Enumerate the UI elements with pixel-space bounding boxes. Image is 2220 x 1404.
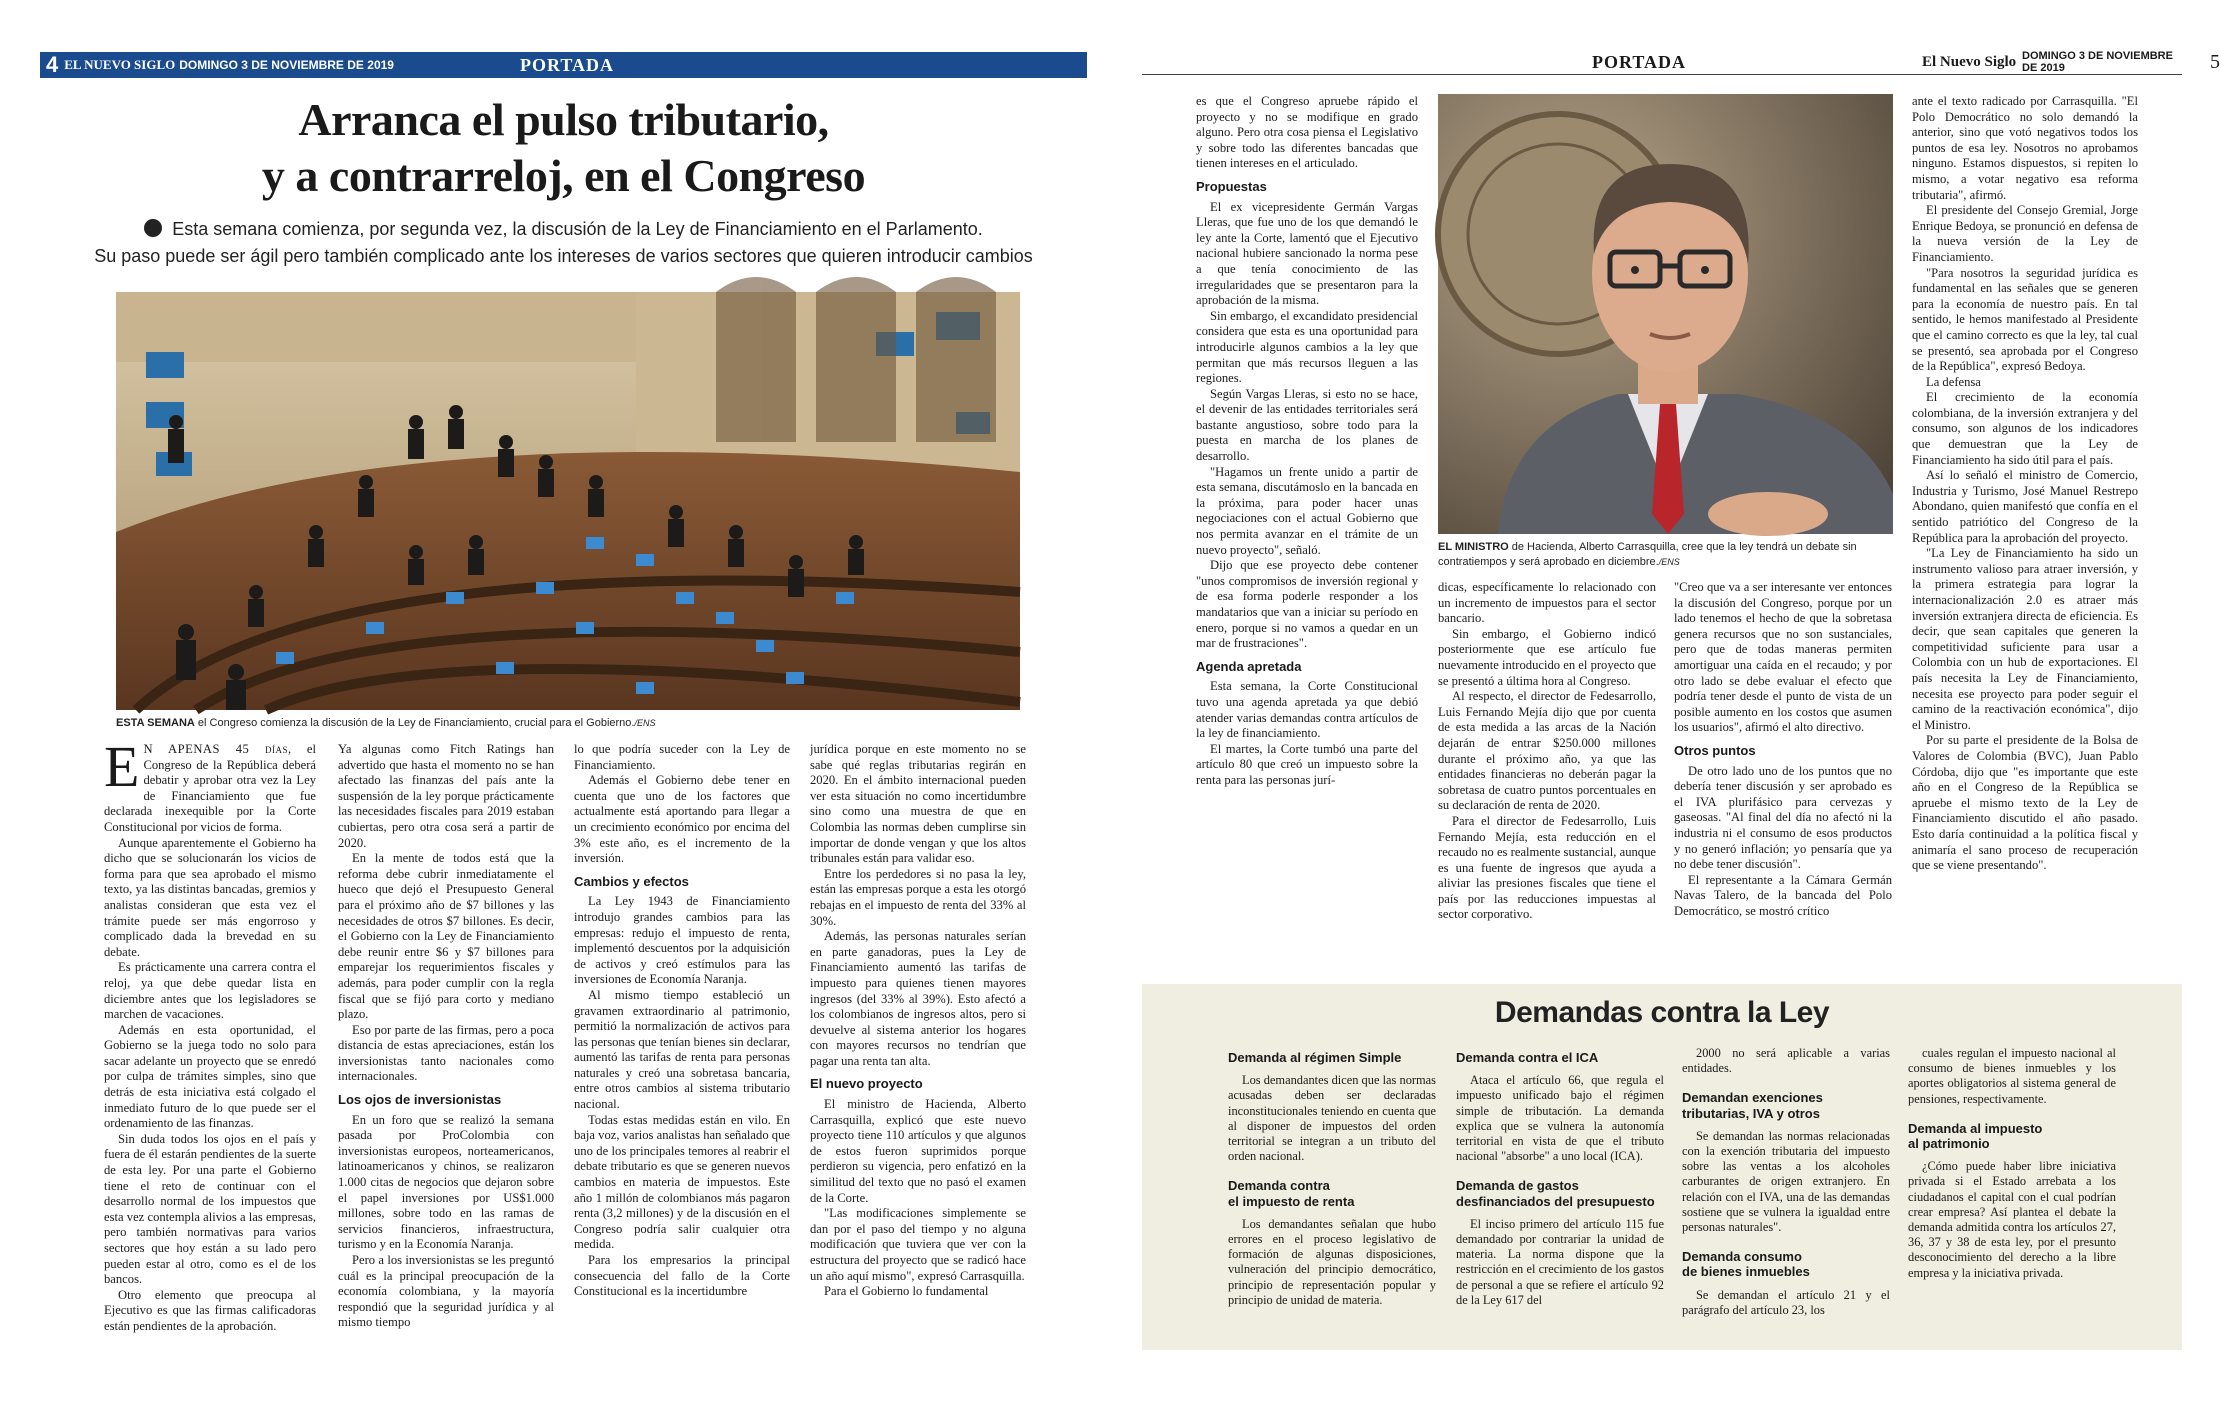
left-column-1 xyxy=(104,734,316,1372)
paragraph: De otro lado uno de los puntos que no debería tener discusión y ser aprobado es el IVA plurifásico para cervezas y gaseosas. "Al final del día no afectó ni la industria ni el consumo de esos productos y no generó inflación; yo pensaría que ya no debe tener discusión". xyxy=(1674,763,1892,872)
deck-line-1: Esta semana comienza, por segunda vez, la discusión de la Ley de Financiamiento en el Parlamento. xyxy=(172,219,983,239)
paragraph: El presidente del Consejo Gremial, Jorge Enrique Bedoya, se pronunció en defensa de la nueva versión de la Ley de Financiamiento. xyxy=(1912,203,2138,264)
paragraph: Al mismo tiempo estableció un gravamen extraordinario al patrimonio, permitió la normalización de activos para las personas que tenían bienes sin declarar, aumentó las tarifas de renta para personas naturales y creó una sobretasa bancaria, entre otros cambios al sistema tributario nacional. xyxy=(574,987,790,1112)
demands-sidebar-box xyxy=(1142,984,2182,1350)
paragraph: Ya algunas como Fitch Ratings han advertido que hasta el momento no se han afectado las finanzas del país ante la suspensión de la ley porque prácticamente las necesidades fiscales para 2019 estaban cubiertas, pero otra cosa será a partir de 2020. xyxy=(338,742,554,850)
minister-photo-credit: /ENS xyxy=(1658,557,1680,567)
paragraph: el Congreso de la República deberá debatir y aprobar otra vez la Ley de Financiamiento que fue declarada inexequible por la Corte Constitucional por vicios de forma. xyxy=(104,742,316,834)
subheading: Demanda contra el impuesto de renta xyxy=(1228,1178,1355,1209)
right-column-4 xyxy=(1912,94,2138,974)
congress-photo-caption xyxy=(116,716,1020,731)
left-section-name: PORTADA xyxy=(520,54,615,75)
paragraph: El ministro de Hacienda, Alberto Carrasquilla, explicó que este nuevo proyecto tiene 110 artículos y que algunos de estos fueron suprimidos porque perdieron su vigencia, pero enfatizó en la similitud del texto que no pasó el examen de la Corte. xyxy=(810,1097,1026,1205)
paragraph: Sin duda todos los ojos en el país y fuera de él estarán pendientes de la suerte de esta ley. Por una parte el Gobierno tiene el reto de continuar con el desarrollo normal de los impuestos que esta vez contempla alivios a las empresas, pero también normativas para varios sectores que hoy están a su lado pero pueden estar al otro, como es el de los bancos. xyxy=(104,1131,316,1287)
right-column-1 xyxy=(1196,94,1418,974)
paragraph: ¿Cómo puede haber libre iniciativa privada si el Estado arrebata a los ciudadanos el capital con el cual podrían crear empresa? Así plantea el debate la demanda admitida contra los artículos 27, 36, 37 y 38 de esta ley, por el presunto desconocimiento del derecho a la libre empresa y la iniciativa privada. xyxy=(1908,1159,2116,1280)
paragraph: En un foro que se realizó la semana pasada por ProColombia con inversionistas europeos, norteamericanos, latinoamericanos y chinos, se realizaron 1.000 citas de negocios que dejaron sobre el papel inversiones por US$1.000 millones, sobre todo en las ramas de servicios financieros, infraestructura, turismo y en la Economía Naranja. xyxy=(338,1112,554,1252)
paragraph: Para el director de Fedesarrollo, Luis Fernando Mejía, esta reducción en el recaudo no es realmente sustancial, aunque es una fuente de ingresos que ayuda a aliviar las presiones fiscales que tiene el país por las reducciones impuestas al sector corporativo. xyxy=(1438,813,1656,922)
congress-photo-credit: /ENS xyxy=(634,718,656,728)
demands-box-title: Demandas contra la Ley xyxy=(1494,996,1830,1029)
paragraph: El ex vicepresidente Germán Vargas Lleras, que fue uno de los que demandó le ley ante la Corte, lamentó que el Ejecutivo nacional hubiere sancionado la norma pese a que tenía conocimiento de las irregularidades que se presentaron para la aprobación de la misma. xyxy=(1196,199,1418,308)
subheading: Demanda consumo de bienes inmuebles xyxy=(1682,1249,1810,1280)
paragraph: Eso por parte de las firmas, pero a poca distancia de estas apreciaciones, están los inversionistas tanto nacionales como internacionales. xyxy=(338,1022,554,1084)
congress-caption-text: el Congreso comienza la discusión de la Ley de Financiamiento, crucial para el Gobierno. xyxy=(194,717,635,729)
subheading: Propuestas xyxy=(1196,178,1267,194)
drop-cap: E xyxy=(104,734,140,799)
paragraph: Se demandan las normas relacionadas con la exención tributaria del impuesto sobre las ventas a los alcoholes carburantes de origen extranjero. En relación con el IVA, una de las demandas sostiene que se vulnera la igualdad entre personas naturales". xyxy=(1682,1128,1890,1235)
demands-column-4 xyxy=(1908,1046,2116,1342)
paragraph: lo que podría suceder con la Ley de Financiamiento. xyxy=(574,742,790,772)
spacer xyxy=(1228,1164,1436,1174)
congress-chamber-photo xyxy=(116,292,1020,710)
right-folio-date: DOMINGO 3 DE NOVIEMBRE DE 2019 xyxy=(2022,50,2173,74)
left-column-4 xyxy=(810,742,1026,1372)
lead-in: N APENAS 45 días, xyxy=(143,742,292,756)
article-headline: Arranca el pulso tributario, y a contrarreloj, en el Congreso xyxy=(261,94,866,201)
congress-caption-label: ESTA SEMANA xyxy=(116,717,195,729)
paragraph: "Hagamos un frente unido a partir de esta semana, discutámoslo en la bancada en la próxima, para poder hacer unas negociaciones con el actual Gobierno que nos permita avanzar en el trámite de un nuevo proyecto", señaló. xyxy=(1196,464,1418,557)
right-folio-bar xyxy=(1142,50,2220,75)
paragraph: Sin embargo, el Gobierno indicó posteriormente que ese artículo fue nuevamente introducido en el proyecto que se presentó a última hora al Congreso. xyxy=(1438,626,1656,688)
right-section-name: PORTADA xyxy=(1592,51,1687,72)
paragraph: Para el Gobierno lo fundamental xyxy=(824,1284,989,1299)
paragraph: El representante a la Cámara Germán Navas Talero, de la bancada del Polo Democrático, se mostró crítico xyxy=(1674,872,1892,918)
paragraph: Pero a los inversionistas se les preguntó cuál es la principal preocupación de la economía colombiana, y la mayoría respondió que la seguridad jurídica y al mismo tiempo xyxy=(338,1253,554,1330)
paragraph: Se demandan el artículo 21 y el parágrafo del artículo 23, los xyxy=(1682,1287,1890,1317)
deck-bullet-icon xyxy=(144,219,162,237)
paragraph: La Ley 1943 de Financiamiento introdujo grandes cambios para las empresas: redujo el impuesto de renta, implementó descuentos por la adquisición de activos y creó estímulos para las inversiones de Economía Naranja. xyxy=(574,894,790,987)
paragraph: Sin embargo, el excandidato presidencial considera que esta es una oportunidad para introducirle algunos cambios a la ley que permitan que más recursos lleguen a las regiones. xyxy=(1196,308,1418,386)
paragraph: Es prácticamente una carrera contra el reloj, ya que debe quedar lista en diciembre antes que los legisladores se marchen de vacaciones. xyxy=(104,960,316,1022)
subheading: Los ojos de inversionistas xyxy=(338,1092,502,1108)
paragraph: Además, las personas naturales serían en parte ganadoras, pues la Ley de Financiamiento aumentó las tarifas de impuesto para quienes tienen mayores ingresos (del 33% al 39%). Esto afectó a los colombianos de ingresos altos, pero si devuelve al sistema anterior los hogares con mayores recursos no tendrían que pagar una renta tan alta. xyxy=(810,929,1026,1068)
left-folio-date: DOMINGO 3 DE NOVIEMBRE DE 2019 xyxy=(179,58,394,72)
paragraph: Según Vargas Lleras, si esto no se hace, el devenir de las entidades territoriales será bastante angustioso, sobre todo para la puesta en marcha de los planes de desarrollo. xyxy=(1196,386,1418,464)
right-page-number: 5 xyxy=(2210,50,2220,73)
spacer xyxy=(1908,1107,2116,1117)
minister-portrait-photo xyxy=(1438,94,1893,534)
left-page-number: 4 xyxy=(46,52,59,77)
paragraph: Los demandantes señalan que hubo errores en el proceso legislativo de formación de algunas disposiciones, vulneración del principio democrático, principio de representación popular y principio de unidad de materia. xyxy=(1228,1216,1436,1307)
left-publication-name: EL NUEVO SIGLO xyxy=(64,57,176,72)
paragraph: es que el Congreso apruebe rápido el proyecto y no se modifique en grado alguno. Pero otra cosa piensa el Legislativo y sobre todo las diferentes bancadas que tienen intereses en el articulado. xyxy=(1196,94,1418,171)
paragraph: Entre los perdedores si no pasa la ley, están las empresas porque a esta les otorgó rebajas en el impuesto de renta del 33% al 30%. xyxy=(810,866,1026,928)
congress-photo-illustration xyxy=(116,292,1020,710)
minister-photo-caption xyxy=(1438,540,1893,570)
paragraph: El martes, la Corte tumbó una parte del artículo 80 que creó un impuesto sobre la renta para las personas jurí- xyxy=(1196,741,1418,787)
paragraph: El crecimiento de la economía colombiana, de la inversión extranjera y del consumo, son algunos de los indicadores que demuestran que la Ley de Financiamiento ha sido útil para el país. xyxy=(1912,390,2138,467)
paragraph: ante el texto radicado por Carrasquilla. "El Polo Democrático no solo demandó la anterior, sino que votó negativos todos los puntos de esa ley. Nosotros no aprobamos ninguno. Estamos dispuestos, si repiten lo mismo, a votar negativo esa reforma tributaria", afirmó. xyxy=(1912,94,2138,202)
subheading: Demanda al régimen Simple xyxy=(1228,1050,1402,1065)
paragraph: Por su parte el presidente de la Bolsa de Valores de Colombia (BVC), Juan Pablo Córdoba, dijo que "es importante que este año en el Congreso de la República se apruebe el mismo texto de la Ley de Financiamiento discutido el año pasado. Esto daría continuidad a la política fiscal y animaría el sano proceso de recuperación que se viene presentando". xyxy=(1912,733,2138,873)
spacer xyxy=(1456,1164,1664,1174)
paragraph: Así lo señaló el ministro de Comercio, Industria y Turismo, José Manuel Restrepo Abondano, quien manifestó que confía en el sentido patriótico del Congreso de la República para la aprobación del proyecto. xyxy=(1912,468,2138,545)
subheading: El nuevo proyecto xyxy=(810,1076,923,1092)
paragraph: "Las modificaciones simplemente se dan por el paso del tiempo y no alguna modificación que tuviera que ver con la estructura del proyecto que se radicó hace un año aquí mismo", expresó Carrasquilla. xyxy=(810,1206,1026,1283)
spacer xyxy=(1682,1235,1890,1245)
left-page xyxy=(0,0,1100,1404)
subheading: Cambios y efectos xyxy=(574,873,689,889)
subheading: Agenda apretada xyxy=(1196,658,1302,674)
left-column-2 xyxy=(338,742,554,1372)
paragraph: Además el Gobierno debe tener en cuenta que uno de los factores que actualmente está aportando para llegar a un crecimiento económico por encima del 3% este año, es el incremento de la inversión. xyxy=(574,773,790,866)
paragraph: Al respecto, el director de Fedesarrollo, Luis Fernando Mejía dijo que por cuenta de esta medida a las arcas de la Nación dejarán de entrar $250.000 millones durante el próximo año, ya que las entidades financieras no deberán pagar la sobretasa de cuatro puntos porcentuales en su declaración de renta de 2020. xyxy=(1438,689,1656,813)
paragraph: Además en esta oportunidad, el Gobierno se la juega todo no solo para sacar adelante un proyecto que se enredó por culpa de trámites simples, sino que detrás de esta iniciativa está colgado el inmediato futuro de lo que puede ser el ordenamiento de las finanzas. xyxy=(104,1022,316,1131)
paragraph: dicas, específicamente lo relacionado con un incremento de impuestos para el sector bancario. xyxy=(1438,580,1656,626)
paragraph: cuales regulan el impuesto nacional al consumo de bienes inmuebles y los aportes obligatorios al sistema general de pensiones, respectivamente. xyxy=(1908,1046,2116,1106)
paragraph: Aunque aparentemente el Gobierno ha dicho que se solucionarán los vicios de forma para que sea aprobado el mismo texto, ya las distintas bancadas, gremios y analistas consideran que esta vez el trámite puede ser más engorroso y complicado dada la brevedad en su debate. xyxy=(104,835,316,959)
paragraph: jurídica porque en este momento no se sabe qué reglas tributarias regirán en 2020. En el ámbito internacional pueden ver esta situación no como incertidumbre sino como una muestra de que en Colombia las normas deben cumplirse sin importar de donde vengan y que los altos tribunales están para validar eso. xyxy=(810,742,1026,866)
paragraph: "La Ley de Financiamiento ha sido un instrumento valioso para atraer inversión, y la primera estrategia para lograr la internacionalización 2.0 es atraer más inversión extranjera directa de eficiencia. Es decir, que sean capitales que generen la competitividad suficiente para usar a Colombia con un hub de exportaciones. El país necesita la Ley de Financiamiento, necesita ese proyecto para poder seguir el camino de la reactivación económica", dijo el Ministro. xyxy=(1912,546,2138,732)
article-deck xyxy=(40,216,1087,270)
deck-line-2: Su paso puede ser ágil pero también complicado ante los intereses de varios sectores que quieren introducir cambios xyxy=(94,246,1033,266)
paragraph: En la mente de todos está que la reforma debe cubrir inmediatamente el hueco que dejó el Presupuesto General para el próximo año de $7 billones y las necesidades de otros $7 billones. Es decir, el Gobierno con la Ley de Financiamiento debe reunir entre $6 y $7 billones para emparejar los requerimientos fiscales y además, para poder cumplir con la regla fiscal que se fijó para corto y mediano plazo. xyxy=(338,851,554,1022)
paragraph: Los demandantes dicen que las normas acusadas deben ser declaradas inconstitucionales teniendo en cuenta que al disponer de impuestos del orden territorial se integran a un tributo del orden nacional. xyxy=(1228,1073,1436,1164)
paragraph: 2000 no será aplicable a varias entidades. xyxy=(1682,1046,1890,1076)
demands-column-2 xyxy=(1456,1046,1664,1342)
minister-caption-text: de Hacienda, Alberto Carrasquilla, cree que la ley tendrá un debate sin contratiempos y será aprobado en diciembre. xyxy=(1438,541,1857,568)
paragraph: "Creo que va a ser interesante ver entonces la discusión del Congreso, porque por un lado tenemos el hecho de que la sobretasa genera recursos que no son sustanciales, pero que de todas maneras permiten amortiguar una caída en el recaudo; y por otro lado se debe evaluar el efecto que podría tener desde el punto de vista de un posible aumento en los costos que asumen los usuarios", afirmó el alto directivo. xyxy=(1674,580,1892,735)
spacer xyxy=(1682,1076,1890,1086)
demands-column-3 xyxy=(1682,1046,1890,1342)
left-folio-bar xyxy=(40,52,1087,78)
right-page xyxy=(1104,0,2220,1404)
subheading: Demanda de gastos desfinanciados del presupuesto xyxy=(1456,1178,1655,1209)
paragraph: La defensa xyxy=(1926,374,1981,389)
paragraph: Dijo que ese proyecto debe contener "unos compromisos de inversión regional y de esa forma poderle responder a los mandatarios que van a iniciar su período en enero, porque si no vamos a quedar en un mar de frustraciones". xyxy=(1196,558,1418,651)
subheading: Otros puntos xyxy=(1674,742,1756,758)
subheading: Demanda al impuesto al patrimonio xyxy=(1908,1120,2043,1152)
left-column-3 xyxy=(574,742,790,1372)
paragraph: Otro elemento que preocupa al Ejecutivo es que las firmas calificadoras están pendientes de la aprobación. xyxy=(104,1287,316,1333)
paragraph: Para los empresarios la principal consecuencia del fallo de la Corte Constitucional es la incertidumbre xyxy=(574,1253,790,1299)
paragraph: "Para nosotros la seguridad jurídica es fundamental en las señales que se generen para la economía de nuestro país. En tal sentido, le hemos manifestado al Presidente que el camino correcto es que la ley, tal cual se presentó, sea aprobada por el Congreso de la República", expresó Bedoya. xyxy=(1912,265,2138,374)
minister-caption-label: EL MINISTRO xyxy=(1438,541,1509,553)
paragraph: Esta semana, la Corte Constitucional tuvo una agenda apretada ya que debió atender varias demandas contra artículos de la ley de financiamiento. xyxy=(1196,679,1418,741)
demands-column-1 xyxy=(1228,1046,1436,1342)
right-column-2 xyxy=(1438,580,1656,974)
article-lead-paragraph xyxy=(104,734,316,836)
paragraph: Todas estas medidas están en vilo. En baja voz, varios analistas han señalado que uno de los principales temores al reabrir el debate tributario es que se generen nuevos cambios en materia de impuestos. Este año 1 millón de colombianos más pagaron renta (3,2 millones) y de la discusión en el Congreso podría salir cualquier otra medida. xyxy=(574,1112,790,1252)
subheading: Demanda contra el ICA xyxy=(1456,1050,1599,1065)
right-column-3 xyxy=(1674,580,1892,974)
right-publication-name: El Nuevo Siglo xyxy=(1922,53,2017,70)
subheading: Demandan exenciones tributarias, IVA y otros xyxy=(1682,1090,1823,1121)
paragraph: Ataca el artículo 66, que regula el impuesto unificado bajo el régimen simple de tributación. La demanda explica que se vulnera la autonomía territorial en vista de que el tributo nacional "absorbe" a uno local (ICA). xyxy=(1456,1073,1664,1164)
minister-photo-illustration xyxy=(1438,94,1893,534)
paragraph: El inciso primero del artículo 115 fue demandado por contrariar la unidad de materia. La norma dispone que la restricción en el crecimiento de los gastos de personal a que se refiere el artículo 92 de la Ley 617 del xyxy=(1456,1216,1664,1307)
